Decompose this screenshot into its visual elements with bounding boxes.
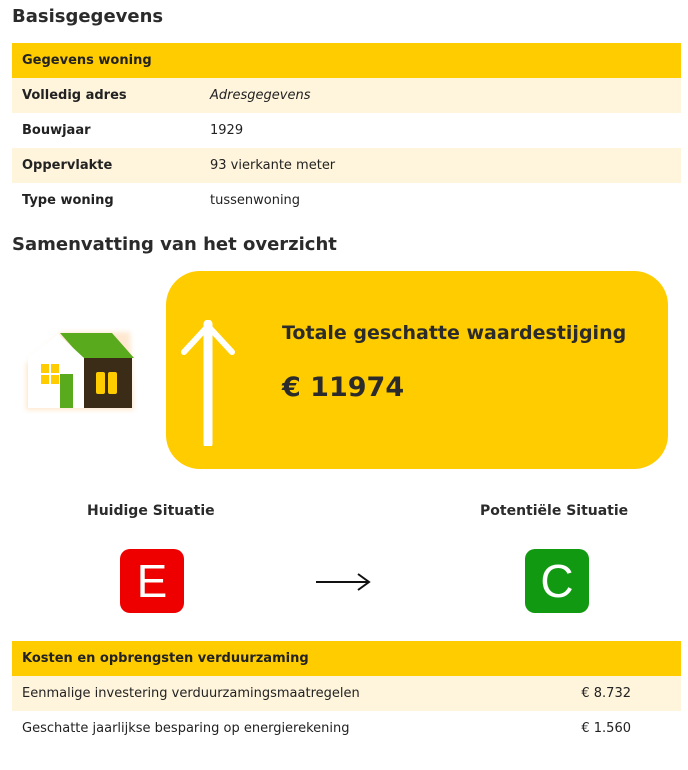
- table-row: [12, 113, 681, 148]
- value-increase-amount: € 11974: [282, 372, 405, 403]
- table-row: [12, 78, 681, 113]
- table-row: [12, 183, 681, 218]
- basisgegevens-heading: Basisgegevens: [12, 6, 164, 27]
- current-situation-label: Huidige Situatie: [87, 503, 215, 519]
- row-value: Adresgegevens: [200, 78, 681, 113]
- row-value: 93 vierkante meter: [200, 148, 681, 183]
- summary-heading: Samenvatting van het overzicht: [12, 234, 337, 255]
- table-row: [12, 148, 681, 183]
- arrow-right-icon: [314, 572, 372, 592]
- row-label: Type woning: [22, 193, 114, 208]
- potential-situation-label: Potentiële Situatie: [480, 503, 629, 519]
- basisgegevens-table: [12, 43, 681, 218]
- row-value: tussenwoning: [210, 193, 301, 208]
- table-row: [12, 676, 681, 711]
- row-label: Geschatte jaarlijkse besparing op energierekening: [22, 721, 350, 736]
- table-header: Kosten en opbrengsten verduurzaming: [12, 641, 681, 676]
- potential-energy-label-badge: C: [525, 549, 589, 613]
- costs-table: [12, 641, 681, 746]
- row-label: Bouwjaar: [22, 123, 91, 138]
- value-increase-title: Totale geschatte waardestijging: [282, 322, 627, 344]
- row-label: Oppervlakte: [12, 148, 200, 183]
- row-value: 1929: [210, 123, 244, 138]
- table-row: [12, 711, 681, 746]
- row-value: € 1.560: [581, 721, 631, 736]
- row-label: Volledig adres: [12, 78, 200, 113]
- house-icon: [22, 328, 138, 414]
- arrow-up-icon: [180, 320, 236, 446]
- table-header-row: [12, 43, 681, 78]
- row-value: € 8.732: [521, 676, 681, 711]
- table-header-row: [12, 641, 681, 676]
- row-label: Eenmalige investering verduurzamingsmaatregelen: [12, 676, 521, 711]
- table-header: Gegevens woning: [12, 43, 681, 78]
- value-increase-box: [166, 271, 668, 469]
- current-energy-label-badge: E: [120, 549, 184, 613]
